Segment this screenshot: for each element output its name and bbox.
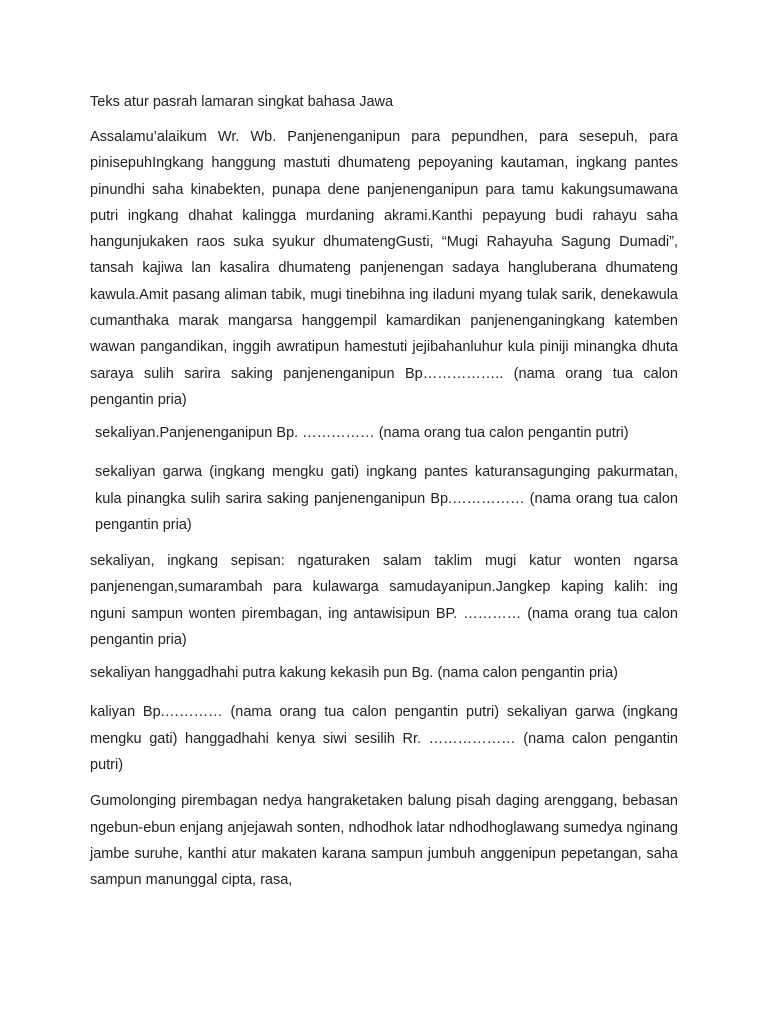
paragraph-opening: Assalamu’alaikum Wr. Wb. Panjenenganipun para pepundhen, para sesepuh, para pinisepuhIngkang hanggung mastuti dhumateng pepoyaning kautaman, ingkang pantes pinundhi saha kinabekten, punapa dene panjenenganipun para tamu kakungsumawana putri ingkang dhahat kalingga murdaning akrami.Kanthi pepayung budi rahayu saha hangunjukaken raos suka syukur dhumatengGusti, “Mugi Rahayuha Sagung Dumadi”, tansah kajiwa lan kasalira dhumateng panjenengan sadaya hangluberana dhumateng kawula.Amit pasang aliman tabik, mugi tinebihna ing iladuni myang tulak sarik, denekawula cumanthaka marak mangarsa hanggempil kamardikan panjenenganingkang katemben wawan pangandikan, inggih awratipun hamestuti jejibahanluhur kula piniji minangka dhuta saraya sulih sarira saking panjenenganipun Bp…………….. (nama orang tua calon pengantin pria) bbox=[90, 129, 678, 408]
document-title: Teks atur pasrah lamaran singkat bahasa Jawa bbox=[90, 94, 394, 110]
paragraph-bride: kaliyan Bp.………… (nama orang tua calon pengantin putri) sekaliyan garwa (ingkang mengku gati) hanggadhahi kenya siwi sesilih Rr. ……………… (nama calon pengantin putri) bbox=[90, 704, 678, 773]
paragraph-respect: sekaliyan garwa (ingkang mengku gati) ingkang pantes katuransagunging pakurmatan, kula pinangka sulih sarira saking panjenenganipun Bp.…………… (nama orang tua calon pengantin pria) bbox=[95, 464, 678, 533]
paragraph-parents-bride: sekaliyan.Panjenenganipun Bp. …………… (nama orang tua calon pengantin putri) bbox=[95, 425, 629, 442]
paragraph-agreement: Gumolonging pirembagan nedya hangraketaken balung pisah daging arenggang, bebasan ngebun-ebun enjang anjejawah sonten, ndhodhok latar ndhodhoglawang sumedya nginang jambe suruhe, kanthi atur makaten karana sampun jumbuh anggenipun pepetangan, saha sampun manunggal cipta, rasa, bbox=[90, 793, 678, 889]
paragraph-groom: sekaliyan hanggadhahi putra kakung kekasih pun Bg. (nama calon pengantin pria) bbox=[90, 665, 618, 682]
paragraph-greeting: sekaliyan, ingkang sepisan: ngaturaken salam taklim mugi katur wonten ngarsa panjenengan,sumarambah para kulawarga samudayanipun.Jangkep kaping kalih: ing nguni sampun wonten pirembagan, ing antawisipun BP. ………… (nama orang tua calon pengantin pria) bbox=[90, 553, 678, 649]
